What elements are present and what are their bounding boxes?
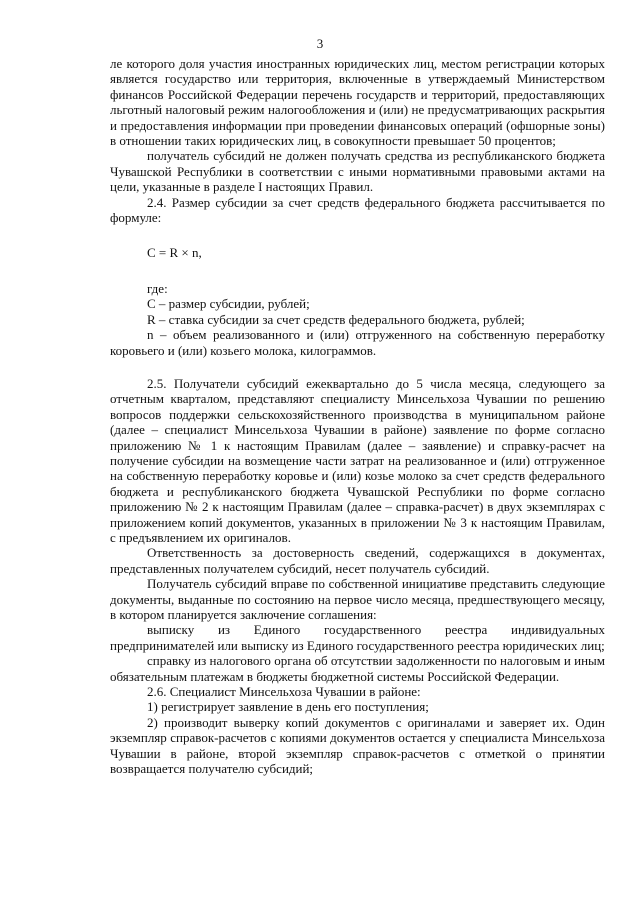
paragraph-continuation: ле которого доля участия иностранных юридических лиц, местом регистрации которых является государство или территория, включенные в утверждаемый Министерством финансов Российской Федерации перечень государств и территорий, предоставляющих льготный налоговый режим налогообложения и (или) не предусматривающих раскрытия и предоставления информации при проведении финансовых операций (офшорные зоны) в отношении таких юридических лиц, в совокупности превышает 50 процентов; <box>110 56 605 149</box>
paragraph-2-6: 2.6. Специалист Минсельхоза Чувашии в районе: <box>147 684 421 700</box>
document-body <box>110 56 605 776</box>
formula-where-label: где: <box>147 280 168 296</box>
paragraph-2-6-item-1: 1) регистрирует заявление в день его поступления; <box>147 699 429 715</box>
paragraph-tax-certificate: справку из налогового органа об отсутствии задолженности по налоговым и иным обязательным платежам в бюджеты бюджетной системы Российской Федерации. <box>110 653 605 684</box>
paragraph-2-6-item-2: 2) производит выверку копий документов с оригиналами и заверяет их. Один экземпляр справок-расчетов с копиями документов остается у специалиста Минсельхоза Чувашии в районе, второй экземпляр справок-расчетов с отметкой о принятии возвращается получателю субсидий; <box>110 714 605 777</box>
subsidy-formula: C = R × n, <box>147 245 202 261</box>
paragraph-responsibility: Ответственность за достоверность сведений, содержащихся в документах, представленных получателем субсидий, несет получатель субсидий. <box>110 545 605 576</box>
paragraph-republican-budget: получатель субсидий не должен получать средства из республиканского бюджета Чувашской Республики в соответствии с иными нормативными правовыми актами на цели, указанные в разделе I настоящих Правил. <box>110 148 605 195</box>
paragraph-2-4: 2.4. Размер субсидии за счет средств федерального бюджета рассчитывается по формуле: <box>110 194 605 226</box>
formula-definition-r: R – ставка субсидии за счет средств федерального бюджета, рублей; <box>147 311 525 327</box>
page-number: 3 <box>316 36 324 51</box>
paragraph-registry-extract: выписку из Единого государственного реестра индивидуальных предпринимателей или выписку из Единого государственного реестра юридических лиц; <box>110 622 605 653</box>
paragraph-optional-documents: Получатель субсидий вправе по собственной инициативе представить следующие документы, выданные по состоянию на первое число месяца, предшествующего месяцу, в котором планируется заключение соглашения: <box>110 576 605 622</box>
paragraph-2-5: 2.5. Получатели субсидий ежеквартально до 5 числа месяца, следующего за отчетным кварталом, представляют специалисту Минсельхоза Чувашии по решению вопросов поддержки сельскохозяйственного производства в муниципальном районе (далее – специалист Минсельхоза Чувашии в районе) заявление по форме согласно приложению № 1 к настоящим Правилам (далее – заявление) и справку-расчет на получение субсидии на возмещение части затрат на реализованное и (или) отгруженное на собственную переработку коровье и (или) козье молоко за счет средств федерального бюджета и республиканского бюджета Чувашской Республики по форме согласно приложению № 2 к настоящим Правилам (далее – справка-расчет) в двух экземплярах с приложением копий документов, указанных в приложении № 3 к настоящим Правилам, с предъявлением их оригиналов. <box>110 375 605 545</box>
formula-definition-c: С – размер субсидии, рублей; <box>147 296 310 312</box>
formula-definition-n: n – объем реализованного и (или) отгруженного на собственную переработку коровьего и (или) козьего молока, килограммов. <box>110 327 605 358</box>
